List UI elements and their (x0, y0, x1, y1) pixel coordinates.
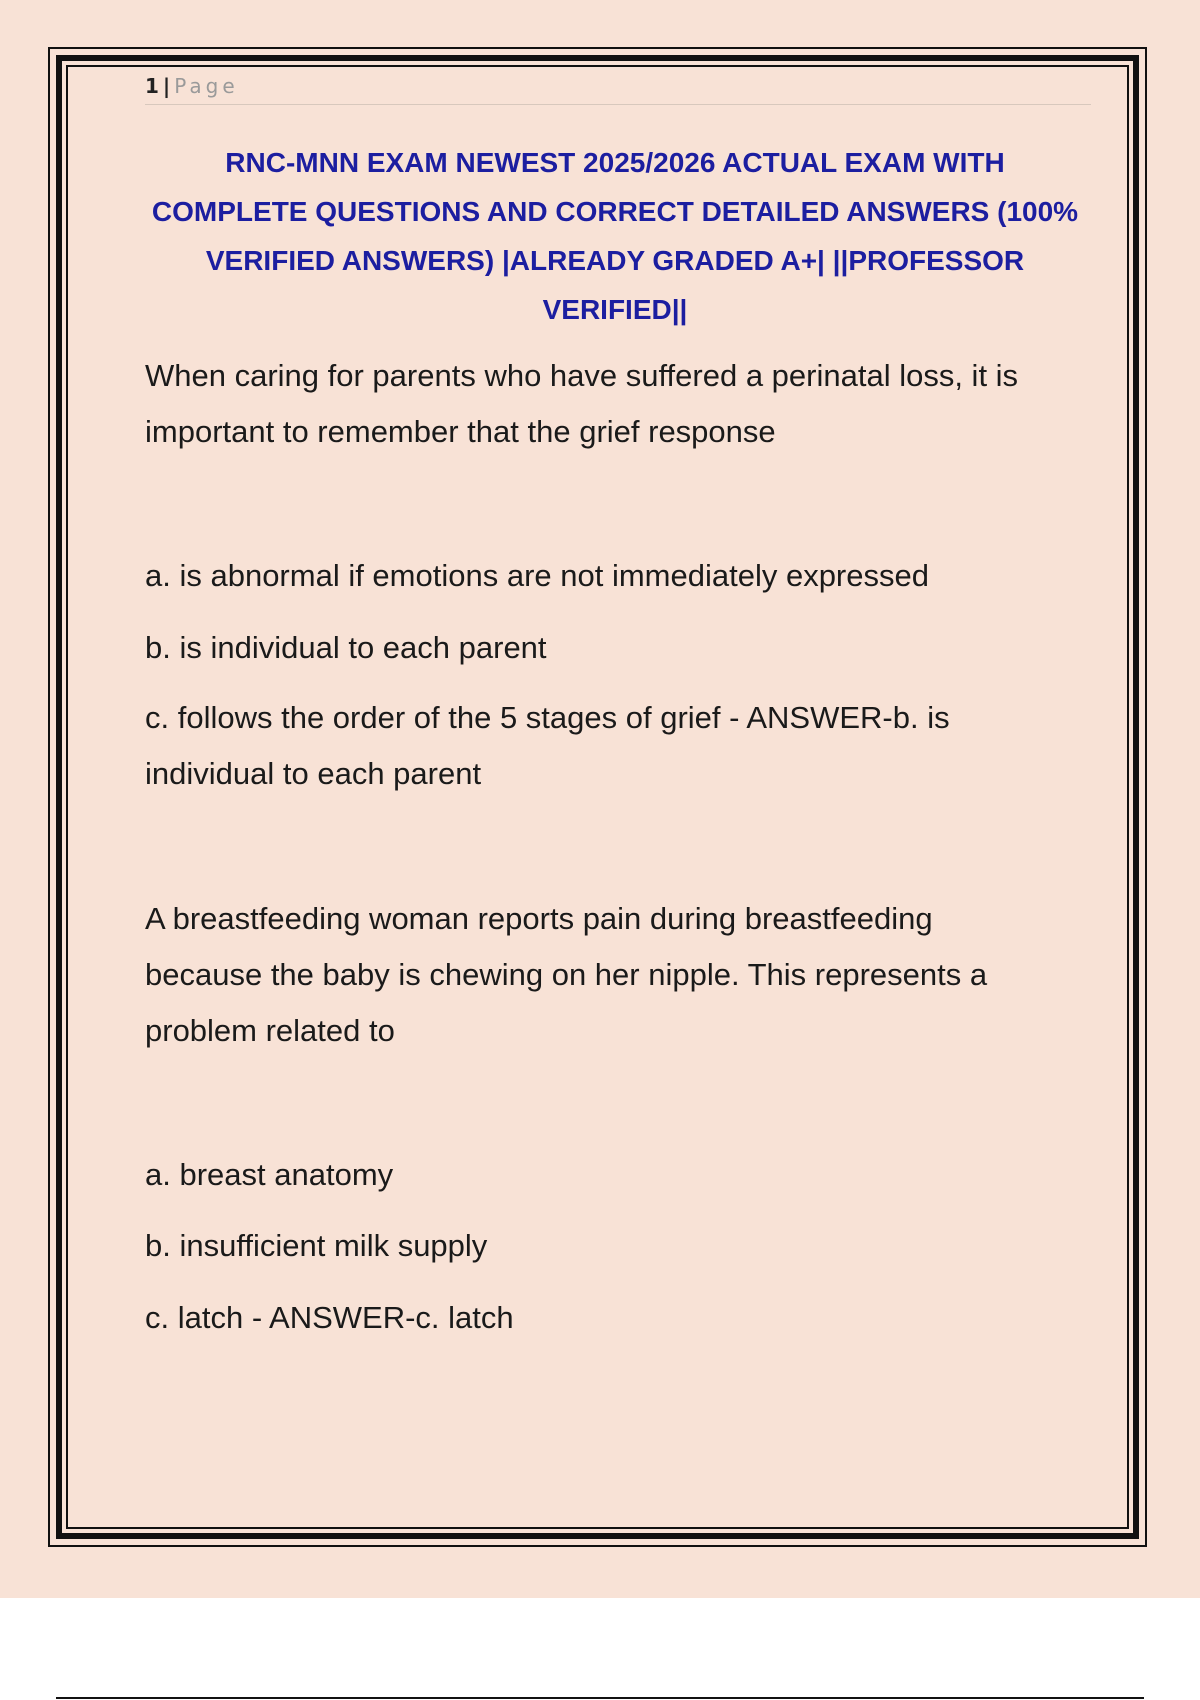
question-1-option-a: a. is abnormal if emotions are not immediately expressed (145, 558, 929, 593)
page-header-separator: | (162, 74, 171, 98)
question-2-option-c (145, 1290, 514, 1346)
question-2-stem (145, 891, 987, 1059)
question-2-option-a: a. breast anatomy (145, 1157, 394, 1192)
title-line: VERIFIED ANSWERS) |ALREADY GRADED A+| ||PROFESSOR (205, 245, 1025, 276)
question-1-stem (145, 348, 1018, 460)
title-line: RNC-MNN EXAM NEWEST 2025/2026 ACTUAL EXAM WITH (225, 147, 1005, 178)
question-1-stem-line: important to remember that the grief response (145, 414, 776, 449)
question-2-option-b: b. insufficient milk supply (145, 1228, 488, 1263)
title-line: VERIFIED|| (542, 294, 688, 325)
question-2-stem-line: because the baby is chewing on her nipple. This represents a (145, 957, 988, 992)
question-1-option-c-line: individual to each parent (145, 756, 482, 791)
document-title (140, 138, 1090, 334)
question-1-stem-line: When caring for parents who have suffered a perinatal loss, it is (145, 358, 1019, 393)
page-label: Page (174, 74, 239, 98)
question-1-option-c-line: c. follows the order of the 5 stages of grief - ANSWER-b. is (145, 700, 950, 735)
question-2-stem-line: A breastfeeding woman reports pain during breastfeeding (145, 901, 933, 936)
question-1-option-c (145, 690, 950, 802)
page-header (145, 74, 1091, 105)
question-2-option-c-line: c. latch - ANSWER-c. latch (145, 1300, 514, 1335)
page-number: 1 (145, 74, 159, 98)
question-1-option-b: b. is individual to each parent (145, 630, 547, 665)
question-2-stem-line: problem related to (145, 1013, 395, 1048)
footer-rule (56, 1697, 1144, 1699)
title-line: COMPLETE QUESTIONS AND CORRECT DETAILED ANSWERS (100% (151, 196, 1079, 227)
